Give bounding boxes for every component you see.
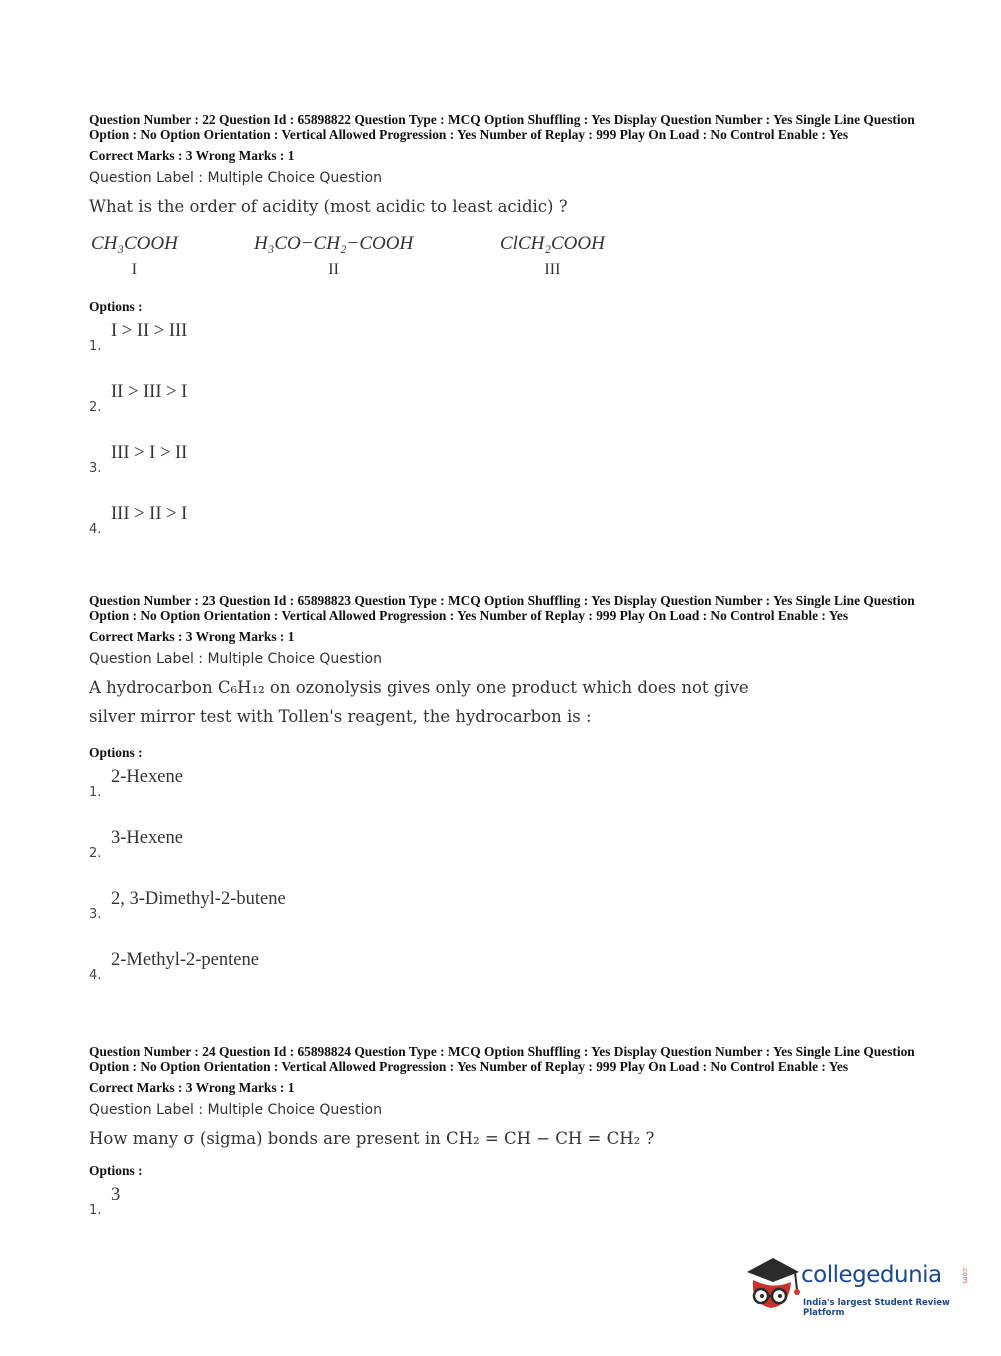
option-text: III > II > I: [111, 504, 188, 524]
option-text: 3: [111, 1185, 121, 1205]
option-number: 4.: [89, 522, 102, 537]
logo-domain: .com: [961, 1266, 969, 1284]
option-number: 1.: [89, 1203, 102, 1218]
option-2[interactable]: [89, 828, 919, 889]
compound-numeral: I: [131, 261, 138, 278]
question-22: [89, 113, 919, 565]
compound-formula: H₃CO−CH₂−COOH: [254, 233, 414, 254]
option-1[interactable]: [89, 767, 919, 828]
compound-numeral: III: [544, 261, 561, 278]
question-meta: Question Number : 23 Question Id : 65898823 Question Type : MCQ Option Shuffling : Yes Display Question Number : Yes Single Line Question Option : No Option Orientation : Vertical Allowed Progression : Yes Number of Replay : 999 Play On Load : No Control Enable : Yes: [89, 593, 915, 623]
question-marks: Correct Marks : 3 Wrong Marks : 1: [89, 629, 295, 644]
option-text: I > II > III: [111, 321, 188, 341]
compound-formula: ClCH₂COOH: [500, 233, 605, 254]
option-4[interactable]: [89, 950, 919, 1011]
options-list: [89, 321, 919, 565]
options-list: [89, 1185, 919, 1246]
question-label: Question Label : Multiple Choice Question: [89, 170, 382, 186]
option-3[interactable]: [89, 443, 919, 504]
options-title: Options :: [89, 299, 143, 314]
question-label: Question Label : Multiple Choice Question: [89, 1102, 382, 1118]
question-meta: Question Number : 22 Question Id : 65898822 Question Type : MCQ Option Shuffling : Yes Display Question Number : Yes Single Line Question Option : No Option Orientation : Vertical Allowed Progression : Yes Number of Replay : 999 Play On Load : No Control Enable : Yes: [89, 112, 915, 142]
option-text: III > I > II: [111, 443, 188, 463]
question-text: How many σ (sigma) bonds are present in CH₂ = CH − CH = CH₂ ?: [89, 1129, 655, 1148]
logo-name: collegedunia: [801, 1262, 942, 1288]
compound-numeral: II: [328, 261, 339, 278]
compound-i: [91, 233, 178, 279]
option-text: 2, 3-Dimethyl-2-butene: [111, 889, 286, 909]
option-number: 2.: [89, 846, 102, 861]
option-2[interactable]: [89, 382, 919, 443]
question-marks: Correct Marks : 3 Wrong Marks : 1: [89, 148, 295, 163]
option-1[interactable]: [89, 1185, 919, 1246]
option-text: II > III > I: [111, 382, 188, 402]
option-number: 1.: [89, 339, 102, 354]
option-number: 3.: [89, 907, 102, 922]
question-meta: Question Number : 24 Question Id : 65898824 Question Type : MCQ Option Shuffling : Yes Display Question Number : Yes Single Line Question Option : No Option Orientation : Vertical Allowed Progression : Yes Number of Replay : 999 Play On Load : No Control Enable : Yes: [89, 1044, 915, 1074]
mascot-icon: [743, 1250, 801, 1316]
option-text: 3-Hexene: [111, 828, 183, 848]
compound-formula: CH₃COOH: [91, 233, 178, 254]
option-number: 4.: [89, 968, 102, 983]
option-4[interactable]: [89, 504, 919, 565]
option-text: 2-Hexene: [111, 767, 183, 787]
question-23: [89, 594, 919, 1011]
compound-ii: [254, 233, 413, 279]
question-marks: Correct Marks : 3 Wrong Marks : 1: [89, 1080, 295, 1095]
options-title: Options :: [89, 1163, 143, 1178]
options-title: Options :: [89, 745, 143, 760]
options-list: [89, 767, 919, 1011]
option-number: 2.: [89, 400, 102, 415]
option-text: 2-Methyl-2-pentene: [111, 950, 259, 970]
question-24: [89, 1045, 919, 1246]
logo-tagline: India's largest Student Review Platform: [803, 1298, 950, 1318]
compound-list: [89, 233, 919, 289]
collegedunia-logo: [743, 1250, 973, 1320]
question-label: Question Label : Multiple Choice Question: [89, 651, 382, 667]
option-number: 3.: [89, 461, 102, 476]
question-text: A hydrocarbon C₆H₁₂ on ozonolysis gives only one product which does not give silver mirror test with Tollen's reagent, the hydrocarbon is :: [89, 678, 749, 726]
compound-iii: [500, 233, 605, 279]
option-3[interactable]: [89, 889, 919, 950]
option-1[interactable]: [89, 321, 919, 382]
question-text: What is the order of acidity (most acidic to least acidic) ?: [89, 197, 568, 216]
option-number: 1.: [89, 785, 102, 800]
